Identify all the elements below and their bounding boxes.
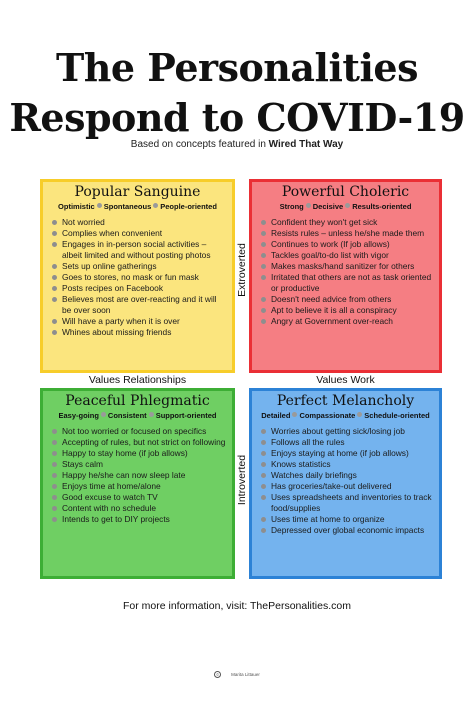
bullet-dot-icon [357, 412, 362, 417]
axis-label-values-relationships: Values Relationships [88, 374, 187, 386]
list-item: Not too worried or focused on specifics [52, 426, 228, 437]
subtitle-book: Wired That Way [268, 139, 344, 150]
list-item: Believes most are over-reacting and it will be over soon [52, 294, 228, 316]
bullet-dot-icon [306, 203, 311, 208]
list-item: Content with no schedule [52, 503, 228, 514]
list-item: Stays calm [52, 459, 228, 470]
subtitle-prefix: Based on concepts featured in [130, 139, 266, 150]
list-item: Makes masks/hand sanitizer for others [261, 261, 435, 272]
list-item: Confident they won't get sick [261, 217, 435, 228]
list-item: Happy he/she can now sleep late [52, 470, 228, 481]
list-item: Resists rules – unless he/she made them [261, 228, 435, 239]
list-item: Engages in in-person social activities – albeit limited and without posting photos [52, 239, 228, 261]
trait: Compassionate [299, 411, 356, 420]
list-item: Uses spreadsheets and inventories to track food/supplies [261, 492, 435, 514]
list-item: Knows statistics [261, 459, 435, 470]
list-item: Posts recipes on Facebook [52, 283, 228, 294]
quadrant-phlegmatic [40, 388, 235, 579]
list-item: Apt to believe it is all a conspiracy [261, 305, 435, 316]
list-item: Doesn't need advice from others [261, 294, 435, 305]
quadrant-sanguine [40, 179, 235, 373]
list-item: Happy to stay home (if job allows) [52, 448, 228, 459]
trait: Schedule-oriented [364, 411, 430, 420]
list-item: Complies when convenient [52, 228, 228, 239]
bullet-dot-icon [345, 203, 350, 208]
trait: Detailed [261, 411, 291, 420]
list-item: Sets up online gatherings [52, 261, 228, 272]
quadrant-traits [252, 202, 439, 211]
list-item: Intends to get to DIY projects [52, 514, 228, 525]
axis-label-introverted: Introverted [236, 454, 248, 506]
quadrant-title: Popular Sanguine [74, 184, 201, 200]
quadrant-traits [43, 202, 232, 211]
list-item: Tackles goal/to-do list with vigor [261, 250, 435, 261]
list-item: Uses time at home to organize [261, 514, 435, 525]
list-item: Follows all the rules [261, 437, 435, 448]
trait: Strong [279, 202, 304, 211]
quadrant-choleric [249, 179, 442, 373]
bullet-dot-icon [101, 412, 106, 417]
title-line-2: Respond to COVID-19 [9, 95, 465, 140]
axis-label-extroverted: Extroverted [236, 243, 248, 297]
list-item: Will have a party when it is over [52, 316, 228, 327]
quadrant-list [43, 217, 232, 338]
subtitle [0, 139, 474, 150]
bullet-dot-icon [149, 412, 154, 417]
quadrant-title: Perfect Melancholy [276, 393, 415, 409]
trait: Results-oriented [352, 202, 412, 211]
trait: Easy-going [58, 411, 99, 420]
list-item: Has groceries/take-out delivered [261, 481, 435, 492]
copyright [0, 671, 474, 678]
list-item: Enjoys time at home/alone [52, 481, 228, 492]
quadrant-title: Peaceful Phlegmatic [65, 393, 210, 409]
list-item: Depressed over global economic impacts [261, 525, 435, 536]
bullet-dot-icon [97, 203, 102, 208]
trait: Spontaneous [103, 202, 152, 211]
copyright-icon: © [214, 671, 221, 678]
trait: People-oriented [160, 202, 217, 211]
list-item: Not worried [52, 217, 228, 228]
quadrant-list [252, 426, 439, 536]
axis-label-values-work: Values Work [316, 374, 375, 386]
list-item: Whines about missing friends [52, 327, 228, 338]
list-item: Continues to work (If job allows) [261, 239, 435, 250]
trait: Optimistic [58, 202, 95, 211]
quadrant-title: Powerful Choleric [281, 184, 410, 200]
list-item: Accepting of rules, but not strict on following [52, 437, 228, 448]
list-item: Good excuse to watch TV [52, 492, 228, 503]
trait: Consistent [107, 411, 147, 420]
list-item: Worries about getting sick/losing job [261, 426, 435, 437]
title-line-1: The Personalities [56, 45, 418, 90]
quadrant-traits [43, 411, 232, 420]
list-item: Irritated that others are not as task oriented or productive [261, 272, 435, 294]
footer-info: For more information, visit: ThePersonalities.com [123, 600, 351, 612]
bullet-dot-icon [292, 412, 297, 417]
quadrant-melancholy [249, 388, 442, 579]
quadrant-list [43, 426, 232, 525]
list-item: Goes to stores, no mask or fun mask [52, 272, 228, 283]
trait: Support-oriented [155, 411, 217, 420]
list-item: Enjoys staying at home (if job allows) [261, 448, 435, 459]
quadrant-traits [252, 411, 439, 420]
list-item: Angry at Government over-reach [261, 316, 435, 327]
list-item: Watches daily briefings [261, 470, 435, 481]
copyright-name: Marita Littauer [231, 672, 260, 677]
trait: Decisive [312, 202, 344, 211]
quadrant-list [252, 217, 439, 327]
bullet-dot-icon [153, 203, 158, 208]
